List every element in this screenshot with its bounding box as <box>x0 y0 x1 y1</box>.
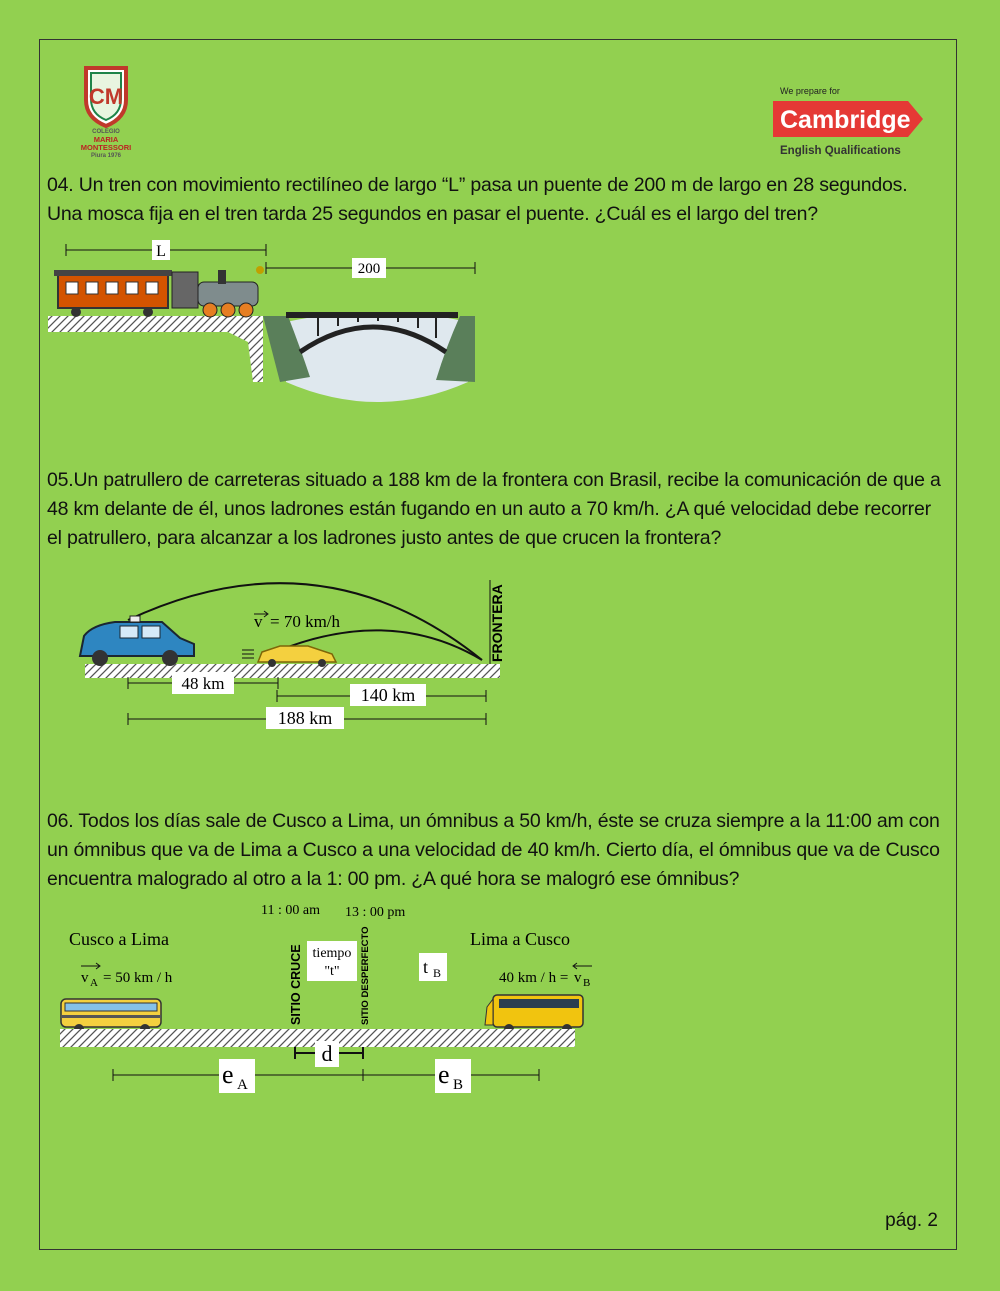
problem-06-figure <box>55 895 595 1100</box>
time-1100: 11 : 00 am <box>261 903 320 918</box>
school-shield-icon <box>80 62 132 128</box>
bridge-deck <box>286 312 458 318</box>
tb-symbol: t <box>423 957 429 977</box>
site-crossing: SITIO CRUCE <box>289 944 303 1025</box>
bus-cusco <box>61 999 161 1034</box>
problem-06-text: 06. Todos los días sale de Cusco a Lima, un ómnibus a 50 km/h, éste se cruza siempre a la 11:00 am con un ómnibus que va de Lima a Cusco a una velocidad de 40 km/h. Cierto día, el ómnibus que va de Cusco encuentra malogrado al otro a la 1: 00 pm. ¿A qué hora se malogró ese ómnibus? <box>47 810 940 890</box>
cambridge-subtitle: English Qualifications <box>780 145 901 157</box>
problem-04-figure <box>48 232 488 417</box>
road <box>85 664 500 678</box>
d-label: d <box>321 1041 333 1066</box>
locomotive <box>172 266 264 317</box>
time-1300: 13 : 00 pm <box>345 905 406 920</box>
velocity-label: = 70 km/h <box>270 612 341 631</box>
thieves-car <box>242 646 336 667</box>
route-right: Lima a Cusco <box>470 929 570 949</box>
va-subscript: A <box>90 977 98 989</box>
ground-left <box>48 316 263 382</box>
school-name <box>66 128 146 160</box>
problem-04-text: 04. Un tren con movimiento rectilíneo de largo “L” pasa un puente de 200 m de largo en 28 segundos. Una mosca fija en el tren tarda 25 segundos en pasar el puente. ¿Cuál es el largo del tren? <box>47 174 908 225</box>
eb-subscript: B <box>453 1077 464 1093</box>
ea-symbol: e <box>222 1060 234 1089</box>
va-value: = 50 km / h <box>103 970 173 986</box>
bus-lima <box>485 995 583 1034</box>
eb-symbol: e <box>438 1060 450 1089</box>
bridge-length-label: 200 <box>357 261 381 277</box>
police-car <box>80 616 194 666</box>
train-length-label: L <box>156 243 166 260</box>
logo-line-1: COLEGIO <box>92 129 120 135</box>
cambridge-badge <box>773 101 923 137</box>
site-breakdown: SITIO DESPERFECTO <box>360 926 371 1025</box>
border-label: FRONTERA <box>489 584 505 662</box>
logo-line-3: MONTESSORI <box>80 143 132 152</box>
t-label: "t" <box>324 964 340 979</box>
tb-subscript: B <box>433 966 442 980</box>
cambridge-brand: Cambridge <box>780 106 911 134</box>
problem-05-text: 05.Un patrullero de carreteras situado a 188 km de la frontera con Brasil, recibe la comunicación de que a 48 km delante de él, unos ladrones están fugando en un auto a 70 km/h. ¿A qué velocidad debe recorrer el patrullero, para alcanzar a los ladrones justo antes de que crucen la frontera? <box>47 469 941 549</box>
distance-48: 48 km <box>181 674 225 693</box>
tiempo-label: tiempo <box>312 946 352 961</box>
vb-value: 40 km / h = <box>499 970 569 986</box>
cambridge-tagline: We prepare for <box>780 86 840 96</box>
distance-140: 140 km <box>360 685 416 705</box>
velocity-symbol: v <box>254 612 263 631</box>
va-symbol: v <box>81 970 89 986</box>
train-car <box>54 270 172 317</box>
vb-symbol: v <box>574 970 582 986</box>
ea-subscript: A <box>237 1077 248 1093</box>
page-number: pág. 2 <box>885 1210 938 1231</box>
school-monogram: CM <box>88 84 124 109</box>
fly-icon <box>256 266 264 274</box>
distance-188: 188 km <box>277 708 333 728</box>
route-left: Cusco a Lima <box>69 929 169 949</box>
logo-line-2: MARIA <box>93 135 119 144</box>
problem-05-figure <box>70 570 510 740</box>
logo-line-4: Piura 1976 <box>90 153 122 159</box>
vb-subscript: B <box>583 977 591 989</box>
